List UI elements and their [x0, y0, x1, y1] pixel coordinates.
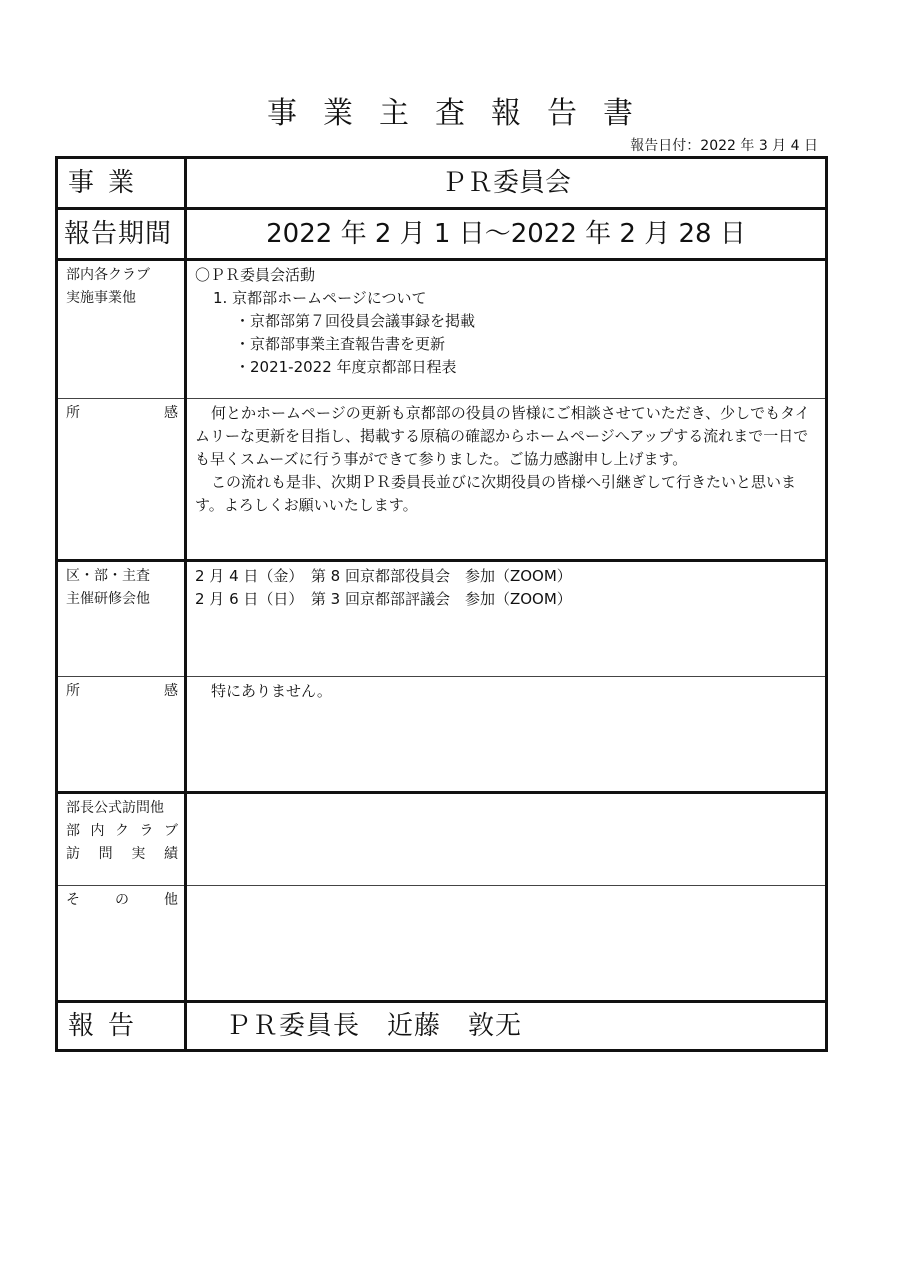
visit-label: 部長公式訪問他 部 内 ク ラ ブ 訪 問 実 績 — [66, 800, 178, 862]
impression-paragraph: この流れも是非、次期ＰＲ委員長並びに次期役員の皆様へ引継ぎして行きたいと思います。よろしくお願いいたします。 — [195, 473, 797, 514]
impression-label: 所 感 — [66, 405, 178, 421]
club-activities-content — [187, 261, 825, 379]
period-row — [57, 209, 827, 260]
project-value: ＰＲ委員会 — [440, 168, 571, 198]
seminar-item: 2 月 6 日（日） 第 3 回京都部評議会 参加（ZOOM） — [195, 590, 572, 608]
seminar-label: 区・部・主査 主催研修会他 — [66, 568, 150, 607]
impression2-text: 特にありません。 — [211, 682, 332, 700]
period-label: 報告期間 — [64, 219, 173, 249]
club-activity-subitem: ・2021-2022 年度京都部日程表 — [235, 358, 457, 376]
project-label: 事業 — [68, 168, 149, 198]
impression-content — [187, 399, 825, 517]
impression-row — [57, 399, 827, 561]
visit-row — [57, 793, 827, 886]
other-row — [57, 886, 827, 1002]
club-activity-item: 1. 京都部ホームページについて — [213, 289, 427, 307]
club-activity-subitem: ・京都部事業主査報告書を更新 — [235, 335, 446, 353]
report-date: 報告日付：2022 年 3 月 4 日 — [630, 138, 818, 154]
impression2-label: 所 感 — [66, 683, 178, 699]
seminar-item: 2 月 4 日（金） 第 8 回京都部役員会 参加（ZOOM） — [195, 567, 572, 585]
seminar-content — [187, 562, 825, 611]
club-activities-label: 部内各クラブ 実施事業他 — [66, 267, 150, 306]
club-activity-subitem: ・京都部第７回役員会議事録を掲載 — [235, 312, 476, 330]
club-activities-row — [57, 260, 827, 399]
other-content — [187, 886, 825, 889]
document-title: 事業主査報告書 — [267, 96, 659, 131]
club-activity-heading: 〇ＰＲ委員会活動 — [195, 266, 316, 284]
impression2-row — [57, 677, 827, 793]
seminar-row — [57, 561, 827, 677]
period-value: 2022 年 2 月 1 日～2022 年 2 月 28 日 — [266, 219, 746, 249]
other-label: そ の 他 — [66, 892, 178, 908]
reporter-value: ＰＲ委員長 近藤 敦无 — [225, 1011, 523, 1041]
impression-paragraph: 何とかホームページの更新も京都部の役員の皆様にご相談させていただき、少しでもタイムリーな更新を目指し、掲載する原稿の確認からホームページへアップする流れまで一日でも早くスムーズに行う事ができて参りました。ご協力感謝申し上げます。 — [195, 404, 810, 468]
report-form-table — [55, 156, 828, 1052]
visit-content — [187, 794, 825, 797]
project-row — [57, 158, 827, 209]
reporter-row — [57, 1002, 827, 1051]
reporter-label: 報告 — [68, 1011, 149, 1041]
